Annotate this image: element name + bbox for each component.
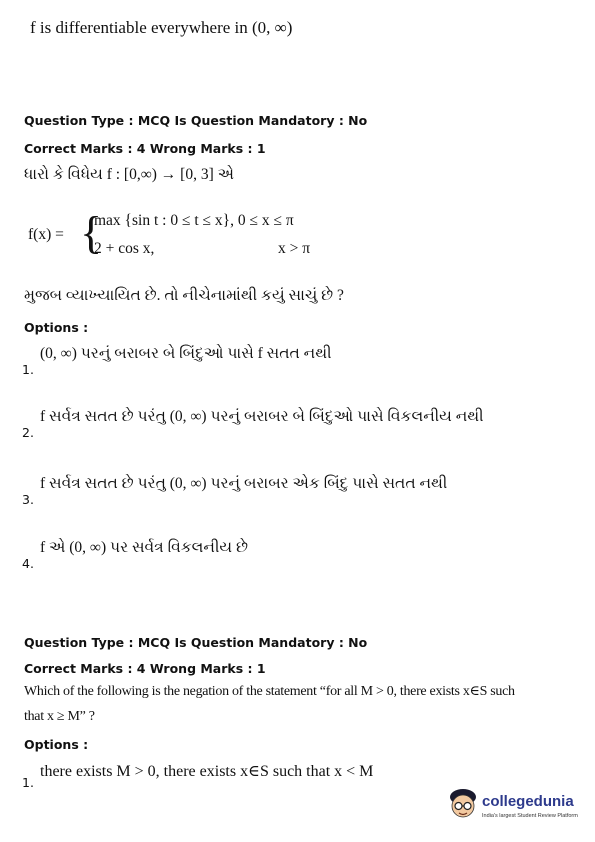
equation-case-2-condition: x > π (278, 240, 311, 257)
piecewise-equation (28, 206, 388, 266)
option-number: 2. (22, 425, 34, 440)
option-text: there exists M > 0, there exists x∈S such that x < M (40, 763, 374, 780)
question-meta-marks: Correct Marks : 4 Wrong Marks : 1 (24, 141, 266, 156)
previous-option-text: f is differentiable everywhere in (0, ∞) (30, 18, 293, 37)
option-number: 1. (22, 775, 34, 790)
equation-lhs: f(x) = (28, 226, 64, 243)
question-stem: Which of the following is the negation of the statement “for all M > 0, there exists x∈S such (24, 684, 515, 699)
question-stem: ધારો કે વિધેય f : [0,∞) → [0, 3] એ (24, 166, 234, 183)
equation-case-1: max {sin t : 0 ≤ t ≤ x}, 0 ≤ x ≤ π (94, 212, 294, 229)
option-text: f સર્વત્ર સતત છે પરંતુ (0, ∞) પરનું બરાબર એક બિંદુ પાસે સતત નથી (40, 475, 448, 492)
logo-tagline: India's largest Student Review Platform (482, 813, 578, 819)
equation-case-2: 2 + cos x, (94, 240, 155, 257)
question-meta-type: Question Type : MCQ Is Question Mandatory : No (24, 113, 368, 128)
question-stem-continued: મુજબ વ્યાખ્યાયિત છે. તો નીચેનામાંથી કયું સાચું છે ? (24, 287, 344, 304)
logo-name: collegedunia (482, 793, 574, 810)
options-label: Options : (24, 737, 89, 752)
collegedunia-logo (446, 786, 586, 826)
curly-brace: { (80, 207, 103, 258)
option-text: (0, ∞) પરનું બરાબર બે બિંદુઓ પાસે f સતત નથી (40, 345, 332, 362)
option-number: 1. (22, 362, 34, 377)
options-label: Options : (24, 320, 89, 335)
option-number: 4. (22, 556, 34, 571)
question-stem-line-2: that x ≥ M” ? (24, 709, 95, 724)
option-text: f સર્વત્ર સતત છે પરંતુ (0, ∞) પરનું બરાબર બે બિંદુઓ પાસે વિકલનીય નથી (40, 408, 484, 425)
mascot-icon (446, 786, 480, 824)
option-number: 3. (22, 492, 34, 507)
question-meta-marks: Correct Marks : 4 Wrong Marks : 1 (24, 661, 266, 676)
question-meta-type: Question Type : MCQ Is Question Mandatory : No (24, 635, 368, 650)
option-text: f એ (0, ∞) પર સર્વત્ર વિકલનીય છે (40, 539, 248, 556)
